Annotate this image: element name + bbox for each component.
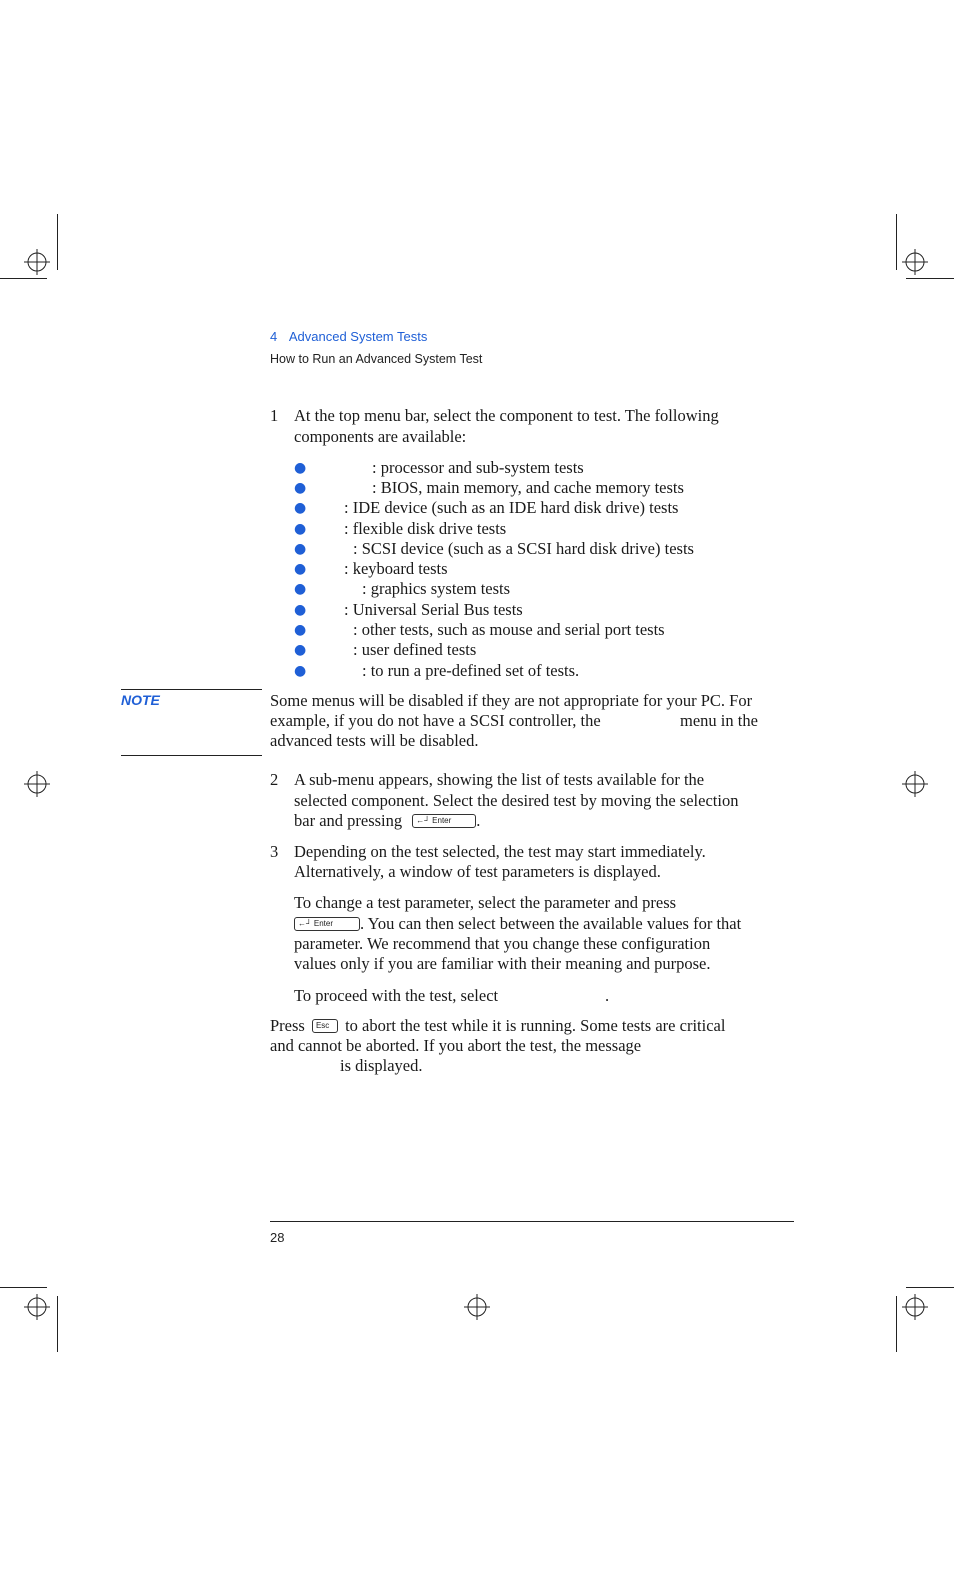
list-item: : Universal Serial Bus tests [344,600,523,619]
bullet-icon: ● [294,663,307,679]
crop-mark [57,1296,58,1352]
parameter-text [294,914,741,934]
chapter-number: 4 [270,329,278,344]
crop-mark [906,1287,954,1288]
list-item: : SCSI device (such as a SCSI hard disk drive) tests [353,539,694,558]
parameter-text: To change a test parameter, select the parameter and press [294,893,677,912]
registration-mark-icon [902,249,928,275]
bullet-icon: ● [294,581,307,597]
list-item: : keyboard tests [344,559,448,578]
step-3-text: Alternatively, a window of test parameters is displayed. [294,862,661,881]
step-3-text: Depending on the test selected, the test may start immediately. [294,842,706,861]
page-number: 28 [270,1230,285,1245]
parameter-text-part: . You can then select between the available values for that [360,914,742,933]
enter-key-label: Enter [313,919,334,929]
step-1-text: components are available: [294,427,467,446]
bullet-icon: ● [294,480,307,496]
step-2-text [294,811,480,831]
bullet-icon: ● [294,541,307,557]
list-item: : graphics system tests [362,579,511,598]
list-item: : BIOS, main memory, and cache memory tests [372,478,684,497]
list-item: : to run a pre-defined set of tests. [362,661,580,680]
note-text: menu in the [680,711,758,730]
registration-mark-icon [464,1294,490,1320]
bullet-icon: ● [294,500,307,516]
abort-text: is displayed. [340,1056,423,1075]
crop-mark [896,214,897,270]
step-2-text-part: . [476,811,481,830]
step-number: 3 [270,842,279,861]
crop-mark [906,278,954,279]
enter-key-icon: ←┘ Enter [412,814,476,828]
bullet-icon: ● [294,521,307,537]
parameter-text: values only if you are familiar with their meaning and purpose. [294,954,711,973]
abort-text-part: to abort the test while it is running. Some tests are critical [345,1016,726,1035]
abort-text [270,1016,725,1036]
crop-mark [0,278,47,279]
list-item: : flexible disk drive tests [344,519,507,538]
bullet-icon: ● [294,642,307,658]
crop-mark [0,1287,47,1288]
step-2-text-part: bar and pressing [294,811,403,830]
esc-key-icon [312,1019,338,1033]
step-number: 1 [270,406,279,425]
list-item: : other tests, such as mouse and serial port tests [353,620,665,639]
parameter-text: parameter. We recommend that you change these configuration [294,934,711,953]
abort-text: and cannot be aborted. If you abort the test, the message [270,1036,642,1055]
registration-mark-icon [902,771,928,797]
list-item: : processor and sub-system tests [372,458,584,477]
abort-text-part: Press [270,1016,305,1035]
bullet-icon: ● [294,602,307,618]
bullet-icon: ● [294,561,307,577]
enter-key-label: Enter [432,816,452,826]
proceed-text: To proceed with the test, select [294,986,499,1005]
registration-mark-icon [24,1294,50,1320]
crop-mark [57,214,58,270]
note-label: NOTE [121,692,160,708]
esc-key-label: Esc [315,1021,330,1031]
note-text: example, if you do not have a SCSI controller, the [270,711,601,730]
crop-mark [896,1296,897,1352]
list-item: : IDE device (such as an IDE hard disk drive) tests [344,498,679,517]
note-rule-top [121,689,262,690]
note-text: Some menus will be disabled if they are not appropriate for your PC. For [270,691,753,710]
registration-mark-icon [24,249,50,275]
note-rule-bottom [121,755,262,756]
section-title: How to Run an Advanced System Test [270,352,483,366]
step-number: 2 [270,770,279,789]
step-1-text: At the top menu bar, select the component to test. The following [294,406,719,425]
step-2-text: selected component. Select the desired test by moving the selection [294,791,739,810]
proceed-end: . [605,986,610,1005]
bullet-icon: ● [294,622,307,638]
bullet-icon: ● [294,460,307,476]
note-text: advanced tests will be disabled. [270,731,479,750]
list-item: : user defined tests [353,640,477,659]
enter-key-icon: ←┘ Enter [294,917,360,931]
chapter-title: Advanced System Tests [288,329,428,344]
footer-rule [270,1221,794,1222]
chapter-header [270,328,427,345]
registration-mark-icon [902,1294,928,1320]
registration-mark-icon [24,771,50,797]
step-2-text: A sub-menu appears, showing the list of tests available for the [294,770,705,789]
